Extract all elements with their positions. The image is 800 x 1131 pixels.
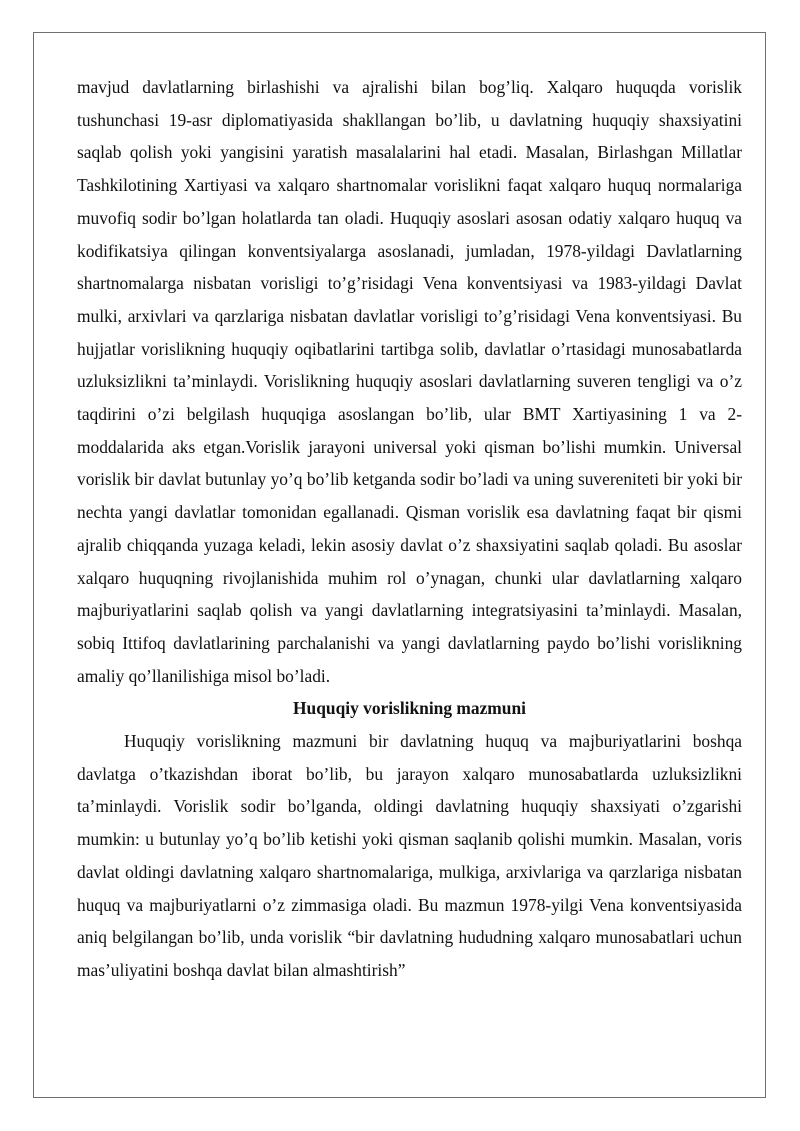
section-heading: Huquqiy vorislikning mazmuni: [293, 698, 526, 719]
document-body: [77, 71, 742, 987]
body-paragraph-content: Huquqiy vorislikning mazmuni bir davlatning huquq va majburiyatlarini boshqa davlatga o’tkazishdan iborat bo’lib, bu jarayon xalqaro munosabatlarda uzluksizlikni ta’minlaydi. Vorislik sodir bo’lganda, oldingi davlatning huquqiy shaxsiyati o’zgarishi mumkin: u butunlay yo’q bo’lib ketishi yoki qisman saqlanib qolishi mumkin. Masalan, voris davlat oldingi davlatning xalqaro shartnomalariga, mulkiga, arxivlariga va qarzlariga nisbatan huquq va majburiyatlarni o’z zimmasiga oladi. Bu mazmun 1978-yilgi Vena konventsiyasida aniq belgilangan bo’lib, unda vorislik “bir davlatning hududning xalqaro munosabatlari uchun mas’uliyatini boshqa davlat bilan almashtirish”: [77, 731, 742, 980]
body-paragraph-continuation: mavjud davlatlarning birlashishi va ajralishi bilan bog’liq. Xalqaro huquqda vorislik tushunchasi 19-asr diplomatiyasida shakllangan bo’lib, u davlatning huquqiy shaxsiyatini saqlab qolish yoki yangisini yaratish masalalarini hal etadi. Masalan, Birlashgan Millatlar Tashkilotining Xartiyasi va xalqaro shartnomalar vorislikni faqat xalqaro huquq normalariga muvofiq sodir bo’lgan holatlarda tan oladi. Huquqiy asoslari asosan odatiy xalqaro huquq va kodifikatsiya qilingan konventsiyalarga asoslanadi, jumladan, 1978-yildagi Davlatlarning shartnomalarga nisbatan vorisligi to’g’risidagi Vena konventsiyasi va 1983-yildagi Davlat mulki, arxivlari va qarzlariga nisbatan davlatlar vorisligi to’g’risidagi Vena konventsiyasi. Bu hujjatlar vorislikning huquqiy oqibatlarini tartibga solib, davlatlar o’rtasidagi munosabatlarda uzluksizlikni ta’minlaydi. Vorislikning huquqiy asoslari davlatlarning suveren tengligi va o’z taqdirini o’zi belgilash huquqiga asoslangan bo’lib, ular BMT Xartiyasining 1 va 2-moddalarida aks etgan.Vorislik jarayoni universal yoki qisman bo’lishi mumkin. Universal vorislik bir davlat butunlay yo’q bo’lib ketganda sodir bo’ladi va uning suvereniteti bir yoki bir nechta yangi davlatlar tomonidan egallanadi. Qisman vorislik esa davlatning faqat bir qismi ajralib chiqqanda yuzaga keladi, lekin asosiy davlat o’z shaxsiyatini saqlab qoladi. Bu asoslar xalqaro huquqning rivojlanishida muhim rol o’ynagan, chunki ular davlatlarning xalqaro majburiyatlarini saqlab qolish va yangi davlatlarning integratsiyasini ta’minlaydi. Masalan, sobiq Ittifoq davlatlarining parchalanishi va yangi davlatlarning paydo bo’lishi vorislikning amaliy qo’llanilishiga misol bo’ladi.: [77, 77, 742, 686]
